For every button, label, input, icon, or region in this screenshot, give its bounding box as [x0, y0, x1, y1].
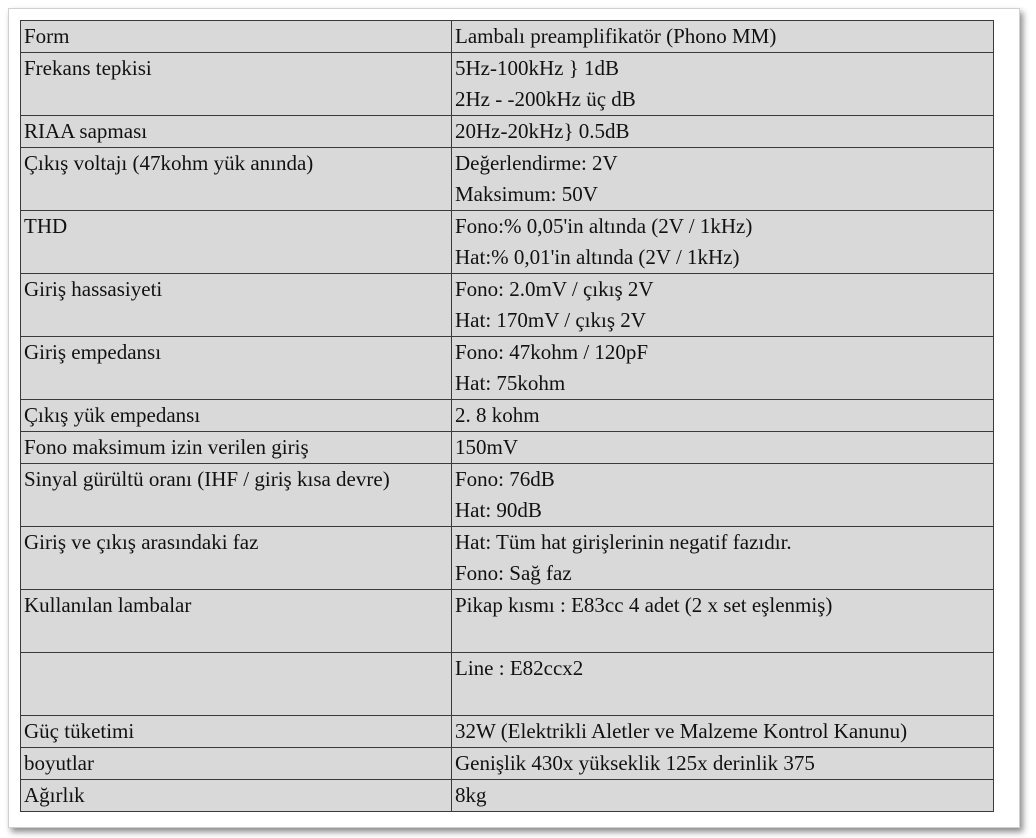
row-value — [452, 748, 994, 780]
row-value — [452, 116, 994, 148]
row-value-line: Fono: 47kohm / 120pF — [455, 340, 649, 364]
row-label-text: Çıkış voltajı (47kohm yük anında) — [24, 151, 314, 175]
row-label — [21, 274, 452, 337]
row-value — [452, 400, 994, 432]
row-label — [21, 148, 452, 211]
table-row — [21, 400, 994, 432]
table-row — [21, 148, 994, 211]
row-label — [21, 432, 452, 464]
row-value-line: 20Hz-20kHz} 0.5dB — [455, 119, 630, 143]
row-label-text: Çıkış yük empedansı — [24, 403, 201, 427]
table-row — [21, 653, 994, 716]
row-label — [21, 464, 452, 527]
row-value-line: 5Hz-100kHz } 1dB — [455, 56, 620, 80]
table-row — [21, 116, 994, 148]
row-value-line: 8kg — [455, 783, 487, 807]
row-value-line: 2. 8 kohm — [455, 403, 540, 427]
table-row — [21, 780, 994, 812]
table-row — [21, 337, 994, 400]
row-value-line: 150mV — [455, 435, 518, 459]
row-label-text: Giriş ve çıkış arasındaki faz — [24, 530, 259, 554]
row-label-text: Güç tüketimi — [24, 719, 135, 743]
row-value-line: Hat: 75kohm — [455, 371, 566, 395]
table-row — [21, 748, 994, 780]
row-value-line: Fono: 2.0mV / çıkış 2V — [455, 277, 654, 301]
row-value — [452, 590, 994, 653]
row-label-text: Kullanılan lambalar — [24, 593, 192, 617]
table-row — [21, 432, 994, 464]
row-label-text: Giriş hassasiyeti — [24, 277, 163, 301]
row-value — [452, 432, 994, 464]
row-label — [21, 527, 452, 590]
row-value — [452, 464, 994, 527]
row-value-line: Değerlendirme: 2V — [455, 151, 618, 175]
row-label-text: Form — [24, 24, 70, 48]
row-label-text: THD — [24, 214, 68, 238]
row-value — [452, 653, 994, 716]
row-value — [452, 337, 994, 400]
row-label-text: Frekans tepkisi — [24, 56, 152, 80]
row-label — [21, 116, 452, 148]
row-value — [452, 148, 994, 211]
table-row — [21, 53, 994, 116]
row-value-line: Hat: 170mV / çıkış 2V — [455, 308, 646, 332]
row-value-line: Fono: Sağ faz — [455, 561, 572, 585]
row-value — [452, 780, 994, 812]
row-label — [21, 211, 452, 274]
row-label — [21, 53, 452, 116]
row-value-line: Fono:% 0,05'in altında (2V / 1kHz) — [455, 214, 753, 238]
row-value — [452, 527, 994, 590]
row-label — [21, 337, 452, 400]
spec-table — [20, 20, 994, 812]
row-label — [21, 400, 452, 432]
row-value — [452, 716, 994, 748]
row-value-line: Lambalı preamplifikatör (Phono MM) — [455, 24, 777, 48]
row-label-text: RIAA sapması — [24, 119, 148, 143]
table-row — [21, 211, 994, 274]
table-row — [21, 527, 994, 590]
row-value-line: Genişlik 430x yükseklik 125x derinlik 375 — [455, 751, 815, 775]
row-label — [21, 653, 452, 716]
row-value — [452, 211, 994, 274]
row-value-line: 2Hz - -200kHz üç dB — [455, 87, 636, 111]
row-value-line: Hat: 90dB — [455, 498, 542, 522]
row-label — [21, 780, 452, 812]
row-value-line: Maksimum: 50V — [455, 182, 598, 206]
row-label-text: Giriş empedansı — [24, 340, 162, 364]
row-label — [21, 21, 452, 53]
table-row — [21, 716, 994, 748]
row-label — [21, 748, 452, 780]
table-row — [21, 590, 994, 653]
row-label-text: boyutlar — [24, 751, 94, 775]
row-label-text: Fono maksimum izin verilen giriş — [24, 435, 309, 459]
row-value — [452, 53, 994, 116]
row-value-line: Line : E82ccx2 — [455, 656, 584, 680]
table-row — [21, 464, 994, 527]
table-row — [21, 21, 994, 53]
row-value-line: Hat:% 0,01'in altında (2V / 1kHz) — [455, 245, 740, 269]
row-value-line: Fono: 76dB — [455, 467, 555, 491]
row-label — [21, 590, 452, 653]
row-value-line: 32W (Elektrikli Aletler ve Malzeme Kontrol Kanunu) — [455, 719, 908, 743]
row-value-line: Hat: Tüm hat girişlerinin negatif fazıdır. — [455, 530, 792, 554]
row-value-line: Pikap kısmı : E83cc 4 adet (2 x set eşlenmiş) — [455, 593, 833, 617]
table-row — [21, 274, 994, 337]
row-label-text: Ağırlık — [24, 783, 85, 807]
row-label-text: Sinyal gürültü oranı (IHF / giriş kısa devre) — [24, 467, 390, 491]
row-value — [452, 21, 994, 53]
row-label — [21, 716, 452, 748]
row-value — [452, 274, 994, 337]
